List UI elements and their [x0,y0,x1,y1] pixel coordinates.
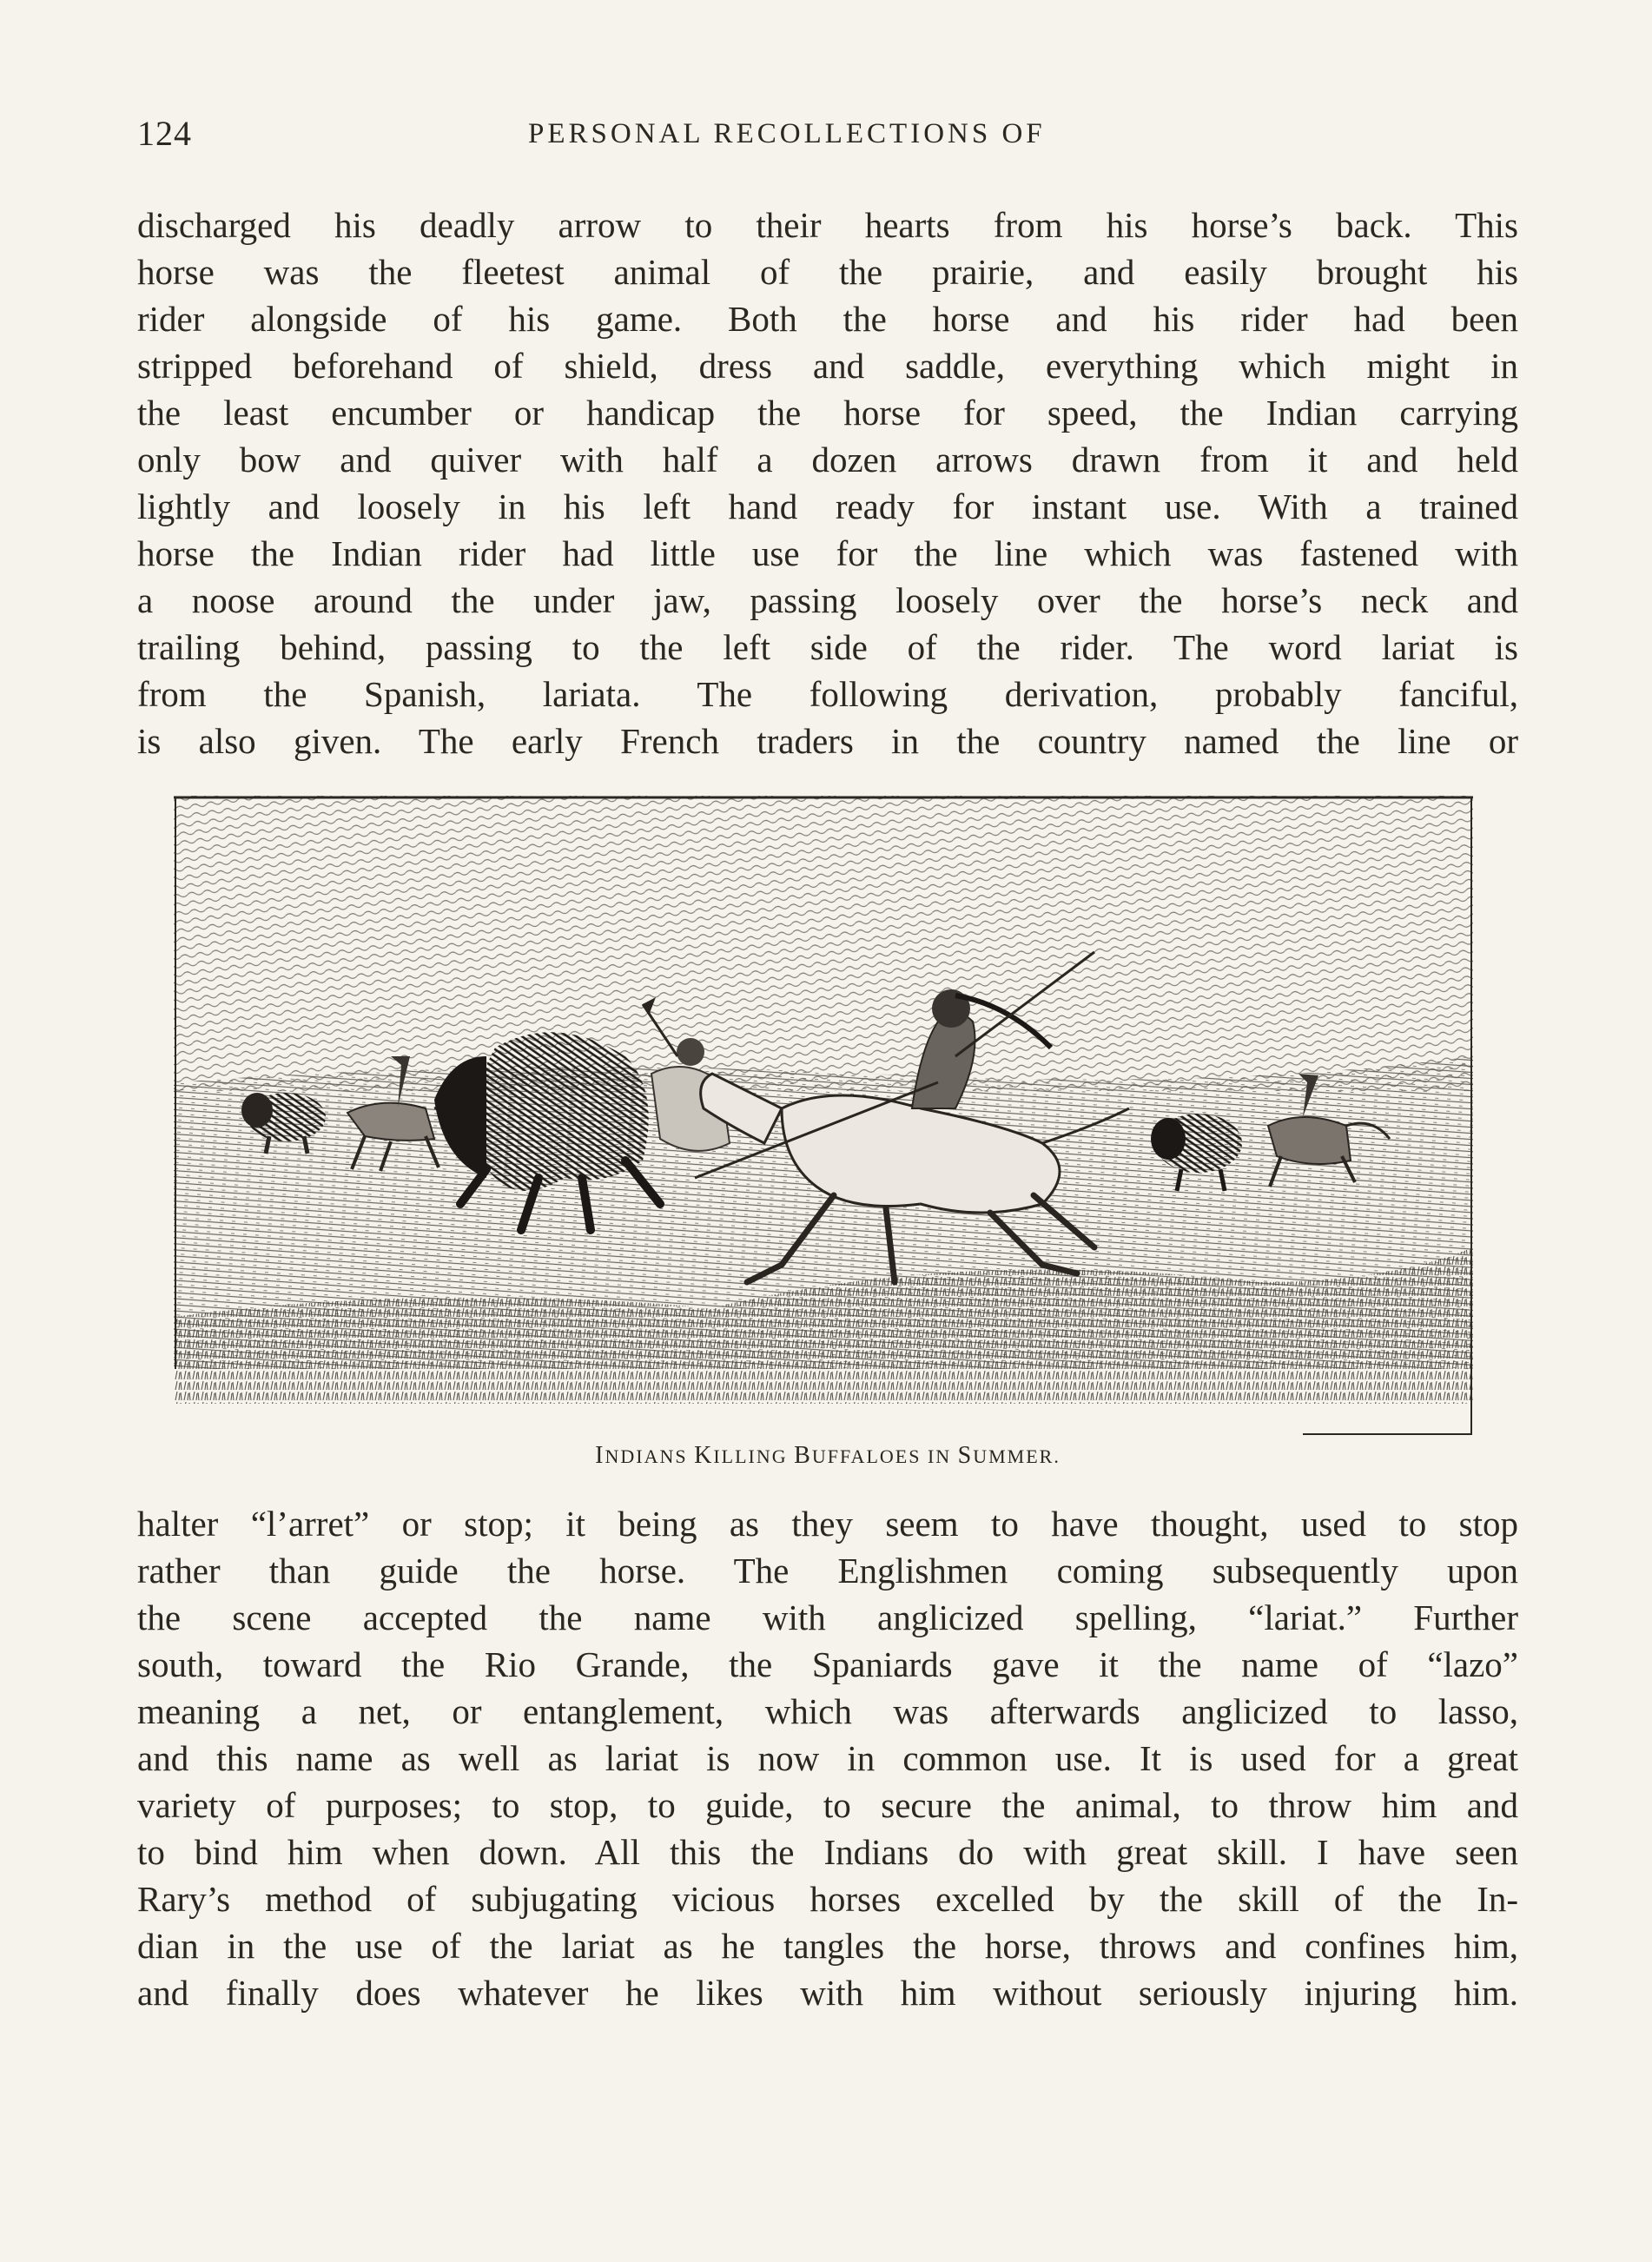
caption-part: B [794,1442,812,1469]
text-line: halter “l’arret” or stop; it being as they seem to have thought, used to stop [137,1504,1518,1544]
caption-part: UFFALOES IN [811,1445,958,1467]
text-line: the least encumber or handicap the horse for speed, the Indian carrying [137,393,1518,433]
text-line: south, toward the Rio Grande, the Spaniards gave it the name of “lazo” [137,1644,1518,1684]
text-line: variety of purposes; to stop, to guide, to secure the animal, to throw him and [137,1785,1518,1825]
text-line: meaning a net, or entanglement, which was afterwards anglicized to lasso, [137,1691,1518,1731]
page-number: 124 [137,114,192,153]
text-line: the scene accepted the name with anglicized spelling, “lariat.” Further [137,1597,1518,1637]
running-title: PERSONAL RECOLLECTIONS OF [528,118,1046,149]
page-header [137,113,1518,165]
text-line: from the Spanish, lariata. The following derivation, probably fanciful, [137,674,1518,714]
paragraph-bottom [137,1500,1518,2016]
text-line: rider alongside of his game. Both the horse and his rider had been [137,299,1518,339]
sky-area [174,796,1473,1091]
engraving-svg [174,796,1473,1445]
text-line: discharged his deadly arrow to their hearts from his horse’s back. This [137,205,1518,245]
text-line: and finally does whatever he likes with him without seriously injuring him. [137,1973,1518,2013]
text-line: trailing behind, passing to the left side of the rider. The word lariat is [137,627,1518,667]
text-line: lightly and loosely in his left hand ready for instant use. With a trained [137,486,1518,526]
text-line: horse the Indian rider had little use for the line which was fastened with [137,533,1518,573]
text-line: rather than guide the horse. The Englishmen coming subsequently upon [137,1551,1518,1591]
caption-part: K [694,1442,714,1469]
engraving-illustration [174,796,1473,1445]
text-line: and this name as well as lariat is now in common use. It is used for a great [137,1738,1518,1778]
text-line: to bind him when down. All this the Indians do with great skill. I have seen [137,1832,1518,1872]
text-line: stripped beforehand of shield, dress and saddle, everything which might in [137,346,1518,386]
caption-part: ILLING [713,1445,795,1467]
caption-part: UMMER. [973,1445,1061,1467]
text-line: horse was the fleetest animal of the prairie, and easily brought his [137,252,1518,292]
paragraph-top [137,202,1518,764]
caption-part: S [957,1442,974,1469]
text-line: only bow and quiver with half a dozen arrows drawn from it and held [137,440,1518,480]
caption-part: I [595,1442,605,1469]
text-line: dian in the use of the lariat as he tangles the horse, throws and confines him, [137,1926,1518,1966]
caption-part: NDIANS [605,1445,695,1467]
figure-caption [137,1442,1518,1470]
text-line: a noose around the under jaw, passing loosely over the horse’s neck and [137,580,1518,620]
text-line: is also given. The early French traders in the country named the line or [137,721,1518,761]
text-line: Rary’s method of subjugating vicious horses excelled by the skill of the In- [137,1879,1518,1919]
